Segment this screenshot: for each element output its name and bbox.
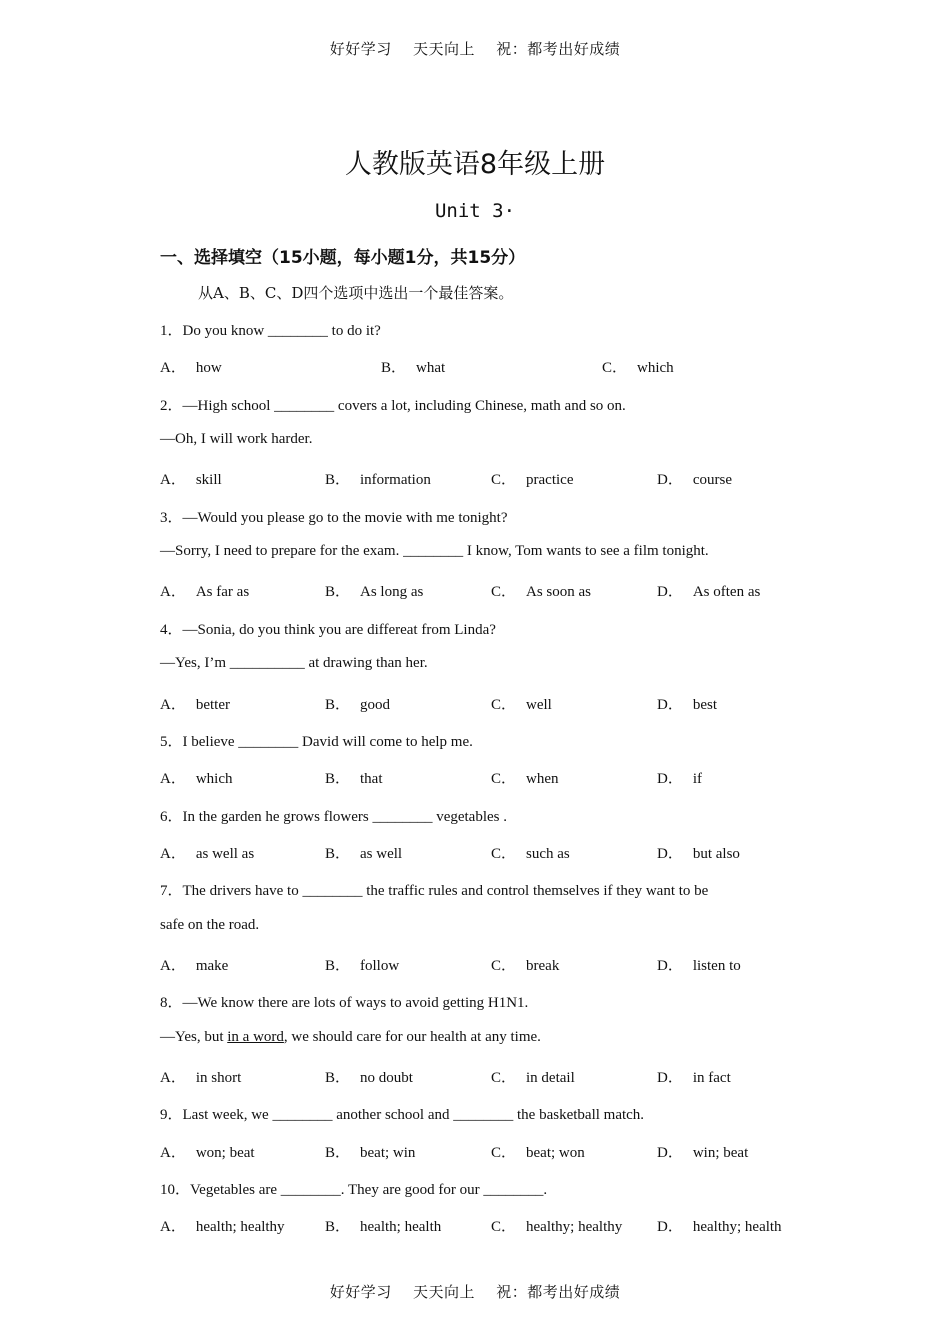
- answer-option: [491, 1215, 622, 1236]
- answer-option: [657, 842, 740, 863]
- option-letter: B．: [325, 584, 351, 601]
- question-text: 9．Last week, we ________ another school and ________ the basketball match.: [160, 1107, 645, 1124]
- answer-option: [657, 468, 732, 489]
- answer-option: [160, 693, 230, 714]
- answer-option: [381, 356, 445, 377]
- answer-option: [657, 1066, 731, 1087]
- option-text: skill: [195, 472, 222, 489]
- answer-option: [491, 1066, 575, 1087]
- question-text: 5．I believe ________ David will come to help me.: [160, 733, 473, 750]
- answer-option: [160, 842, 254, 863]
- option-letter: C．: [491, 696, 517, 713]
- answer-option: [657, 580, 760, 601]
- question-text: 7．The drivers have to ________ the traffic rules and control themselves if they want to be: [160, 883, 709, 900]
- answer-option: [160, 1215, 285, 1236]
- option-letter: A．: [160, 845, 186, 862]
- option-text: in short: [195, 1070, 242, 1086]
- option-text: break: [526, 957, 560, 974]
- option-text: information: [360, 472, 431, 489]
- option-text: if: [692, 771, 703, 788]
- answer-option: [325, 693, 390, 714]
- option-letter: B．: [325, 1219, 351, 1236]
- answer-option: [325, 1215, 441, 1236]
- option-text: which: [195, 771, 233, 788]
- section-heading: 一、选择填空（15小题，每小题1分，共15分）: [160, 248, 526, 268]
- question-text: safe on the road.: [160, 916, 260, 933]
- option-text: beat; win: [360, 1144, 416, 1161]
- question-text-part: —Yes, but: [160, 1028, 228, 1045]
- answer-option: [657, 693, 717, 714]
- underlined-phrase: in a word: [227, 1028, 284, 1045]
- answer-option: [160, 468, 222, 489]
- option-letter: D．: [657, 472, 683, 489]
- question-text: —Oh, I will work harder.: [160, 431, 313, 448]
- answer-option: [160, 580, 249, 601]
- option-text: healthy; healthy: [526, 1219, 623, 1236]
- option-letter: B．: [325, 771, 351, 788]
- option-letter: B．: [325, 845, 351, 862]
- option-text: in detail: [526, 1070, 575, 1086]
- option-letter: B．: [325, 1144, 351, 1161]
- option-letter: B．: [325, 957, 351, 974]
- option-letter: A．: [160, 771, 186, 788]
- answer-option: [657, 1141, 748, 1162]
- header-part: 天天向上: [412, 40, 475, 58]
- option-text: which: [637, 360, 674, 377]
- option-text: best: [692, 696, 718, 713]
- footer-part: 天天向上: [412, 1283, 475, 1301]
- option-text: but also: [692, 845, 740, 862]
- header-part: 好好学习: [329, 40, 392, 58]
- option-text: healthy; health: [692, 1219, 782, 1236]
- option-letter: A．: [160, 696, 186, 713]
- answer-option: [160, 1141, 255, 1162]
- option-text: when: [526, 771, 559, 788]
- option-letter: A．: [160, 360, 186, 377]
- answer-option: [491, 468, 573, 489]
- option-letter: B．: [325, 472, 351, 489]
- answer-option: [160, 1066, 241, 1087]
- section-instruction: 从A、B、C、D四个选项中选出一个最佳答案。: [198, 284, 514, 302]
- option-letter: B．: [325, 1070, 351, 1086]
- answer-option: [491, 954, 559, 975]
- option-letter: A．: [160, 472, 186, 489]
- option-text: As long as: [360, 584, 424, 601]
- option-text: that: [360, 771, 383, 788]
- answer-option: [160, 954, 228, 975]
- option-letter: C．: [491, 1070, 517, 1086]
- option-text: better: [195, 696, 230, 713]
- option-letter: D．: [657, 1070, 683, 1086]
- option-letter: C．: [491, 845, 517, 862]
- option-letter: A．: [160, 584, 186, 601]
- option-letter: D．: [657, 1144, 683, 1161]
- option-text: in fact: [692, 1070, 731, 1086]
- option-letter: A．: [160, 957, 186, 974]
- answer-option: [160, 767, 233, 788]
- question-text: 1．Do you know ________ to do it?: [160, 323, 381, 339]
- option-letter: C．: [602, 360, 628, 377]
- answer-option: [325, 1141, 415, 1162]
- question-text: 8．—We know there are lots of ways to avoid getting H1N1.: [160, 995, 529, 1012]
- option-text: no doubt: [360, 1070, 413, 1086]
- answer-option: [325, 580, 423, 601]
- option-letter: A．: [160, 1144, 186, 1161]
- answer-option: [325, 842, 402, 863]
- option-letter: B．: [381, 360, 407, 377]
- option-letter: C．: [491, 957, 517, 974]
- option-text: course: [692, 472, 732, 489]
- question-text: —Yes, I’m __________ at drawing than her.: [160, 655, 428, 672]
- question-text: 10．Vegetables are ________. They are good for our ________.: [160, 1182, 548, 1199]
- answer-option: [325, 767, 383, 788]
- document-subtitle: Unit 3·: [434, 200, 516, 222]
- question-text: —Sorry, I need to prepare for the exam. ________ I know, Tom wants to see a film tonight.: [160, 543, 709, 560]
- answer-option: [602, 356, 674, 377]
- question-text: [160, 1029, 541, 1046]
- answer-option: [160, 356, 222, 377]
- option-letter: A．: [160, 1219, 186, 1236]
- option-text: As far as: [195, 584, 250, 601]
- page-header: [0, 38, 950, 59]
- option-letter: D．: [657, 771, 683, 788]
- answer-option: [325, 1066, 413, 1087]
- answer-option: [491, 767, 559, 788]
- option-letter: C．: [491, 1144, 517, 1161]
- answer-option: [657, 1215, 782, 1236]
- option-letter: D．: [657, 584, 683, 601]
- answer-option: [325, 954, 399, 975]
- option-letter: C．: [491, 584, 517, 601]
- option-letter: C．: [491, 1219, 517, 1236]
- page-footer: [0, 1281, 950, 1302]
- option-text: health; healthy: [195, 1219, 285, 1236]
- option-text: good: [360, 696, 391, 713]
- answer-option: [491, 842, 570, 863]
- option-letter: C．: [491, 771, 517, 788]
- option-text: As soon as: [526, 584, 592, 601]
- header-part: 祝：都考出好成绩: [496, 40, 621, 58]
- option-text: beat; won: [526, 1144, 585, 1161]
- option-text: win; beat: [692, 1144, 749, 1161]
- question-text: 6．In the garden he grows flowers ________ vegetables .: [160, 808, 507, 825]
- option-text: make: [195, 957, 229, 974]
- question-text: 3．—Would you please go to the movie with me tonight?: [160, 509, 508, 526]
- option-text: won; beat: [195, 1144, 255, 1161]
- answer-option: [325, 468, 431, 489]
- question-text: 2．—High school ________ covers a lot, including Chinese, math and so on.: [160, 397, 626, 414]
- option-letter: D．: [657, 845, 683, 862]
- question-text-part: , we should care for our health at any time.: [283, 1028, 541, 1045]
- answer-option: [657, 767, 702, 788]
- answer-option: [657, 954, 741, 975]
- question-text: 4．—Sonia, do you think you are differeat from Linda?: [160, 621, 496, 638]
- option-text: such as: [526, 845, 570, 862]
- option-text: what: [416, 360, 446, 377]
- answer-option: [491, 1141, 585, 1162]
- option-letter: D．: [657, 696, 683, 713]
- document-title: 人教版英语8年级上册: [344, 149, 606, 180]
- option-text: follow: [360, 957, 400, 974]
- answer-option: [491, 693, 552, 714]
- option-text: As often as: [692, 584, 761, 601]
- option-text: as well as: [195, 845, 255, 862]
- option-letter: D．: [657, 1219, 683, 1236]
- option-text: well: [526, 696, 552, 713]
- option-letter: D．: [657, 957, 683, 974]
- option-text: health; health: [360, 1219, 442, 1236]
- option-text: how: [195, 360, 222, 377]
- option-text: practice: [526, 472, 574, 489]
- footer-part: 祝：都考出好成绩: [496, 1283, 621, 1301]
- option-text: listen to: [692, 957, 741, 974]
- footer-part: 好好学习: [329, 1283, 392, 1301]
- option-letter: A．: [160, 1070, 186, 1086]
- answer-option: [491, 580, 591, 601]
- option-letter: C．: [491, 472, 517, 489]
- option-text: as well: [360, 845, 403, 862]
- option-letter: B．: [325, 696, 351, 713]
